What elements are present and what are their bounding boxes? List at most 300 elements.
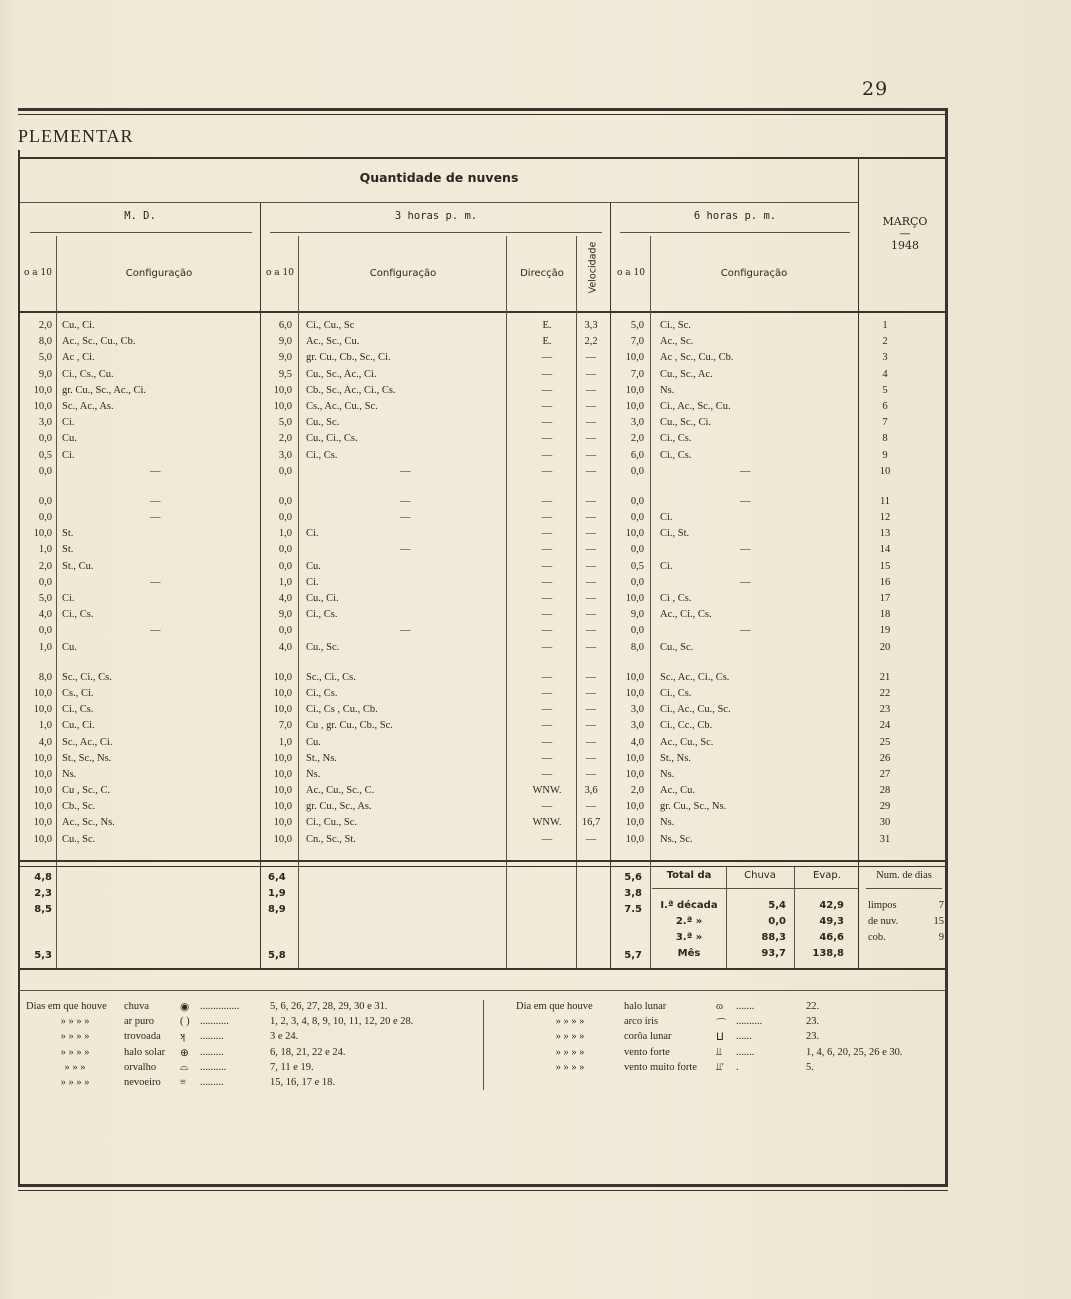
table-row bbox=[20, 528, 946, 544]
cell-p3-value: 0,0 bbox=[278, 544, 292, 556]
legend-prefix: » » » » bbox=[555, 1031, 585, 1043]
legend-label: trovoada bbox=[124, 1031, 161, 1043]
cell-md-value: 10,0 bbox=[33, 785, 52, 797]
legend-prefix: » » » » bbox=[555, 1061, 585, 1073]
cell-p6-value: 10,0 bbox=[625, 817, 644, 829]
cell-velocity: — bbox=[585, 671, 597, 683]
cell-md-config: Ci. bbox=[62, 449, 75, 461]
cell-md-config: Ns. bbox=[62, 768, 77, 780]
cell-p3-value: 4,0 bbox=[278, 641, 292, 653]
cell-direction: — bbox=[541, 671, 553, 683]
cell-day: 26 bbox=[879, 752, 891, 764]
cell-p6-value: 10,0 bbox=[625, 768, 644, 780]
legend-days: 5, 6, 26, 27, 28, 29, 30 e 31. bbox=[270, 1001, 388, 1012]
cell-p6-value: 5,0 bbox=[630, 320, 644, 331]
legend-row bbox=[516, 1001, 936, 1016]
cell-p3-config: Sc., Ci., Cs. bbox=[306, 671, 356, 683]
cell-day: 5 bbox=[882, 384, 888, 396]
summary-p6-1: 5,6 bbox=[624, 872, 642, 883]
frame-top-rule-thin bbox=[18, 114, 948, 115]
legend-prefix: » » » bbox=[64, 1061, 86, 1073]
cell-p6-value: 7,0 bbox=[630, 368, 644, 380]
cell-p3-value: 1,0 bbox=[278, 576, 292, 588]
col-3pm-scale: o a 10 bbox=[266, 268, 294, 278]
cell-day: 2 bbox=[882, 336, 888, 348]
table-row bbox=[20, 704, 946, 720]
cell-p3-value: 10,0 bbox=[273, 833, 292, 845]
table-row bbox=[20, 561, 946, 577]
cell-velocity: — bbox=[585, 720, 597, 732]
cell-p3-config: — bbox=[400, 544, 411, 556]
cell-direction: — bbox=[541, 736, 553, 748]
legend-prefix: » » » » bbox=[555, 1046, 585, 1058]
cell-p6-config: — bbox=[740, 495, 751, 507]
cell-md-value: 0,0 bbox=[38, 495, 52, 507]
cell-direction: — bbox=[541, 593, 553, 604]
cell-md-config: Ac , Ci. bbox=[62, 352, 95, 364]
cell-md-value: 10,0 bbox=[33, 704, 52, 716]
summary-md-4: 5,3 bbox=[34, 950, 52, 961]
num-dias-item bbox=[868, 916, 946, 932]
cell-velocity: 3,3 bbox=[584, 320, 598, 331]
cell-direction: — bbox=[541, 352, 553, 364]
legend-label: orvalho bbox=[124, 1061, 157, 1073]
cell-direction: — bbox=[541, 449, 553, 461]
legend-label: vento forte bbox=[624, 1046, 670, 1058]
cell-p3-config: Ci., Cu., Sc. bbox=[306, 817, 358, 829]
cell-p3-config: — bbox=[400, 465, 411, 477]
legend-row bbox=[516, 1031, 936, 1046]
cell-p6-config: — bbox=[740, 625, 751, 637]
legend-days: 3 e 24. bbox=[270, 1031, 299, 1043]
page-number: 29 bbox=[862, 78, 889, 100]
cell-direction: — bbox=[541, 752, 553, 764]
group-3pm: 3 horas p. m. bbox=[394, 210, 478, 222]
cell-md-config: — bbox=[150, 465, 161, 477]
totals-rows bbox=[652, 900, 858, 964]
cell-md-value: 10,0 bbox=[33, 768, 52, 780]
brace-3pm bbox=[270, 232, 602, 233]
cell-velocity: — bbox=[585, 417, 597, 429]
cell-p6-config: Ci., Cc., Cb. bbox=[660, 720, 713, 732]
cell-velocity: — bbox=[585, 752, 597, 764]
summary-top-rule-thin bbox=[18, 866, 946, 867]
cell-md-value: 2,0 bbox=[38, 560, 52, 572]
cell-day: 11 bbox=[879, 495, 891, 507]
summary-md bbox=[24, 870, 52, 964]
cell-p3-config: gr. Cu., Cb., Sc., Ci. bbox=[306, 352, 391, 364]
cell-day: 1 bbox=[882, 320, 888, 331]
table-row bbox=[20, 577, 946, 593]
cell-p3-config: Cu , gr. Cu., Cb., Sc. bbox=[306, 720, 393, 732]
cell-velocity: — bbox=[585, 736, 597, 748]
totals-chuva: 0,0 bbox=[768, 916, 786, 927]
cell-p3-config: Ci., Cs. bbox=[306, 687, 338, 699]
header-bottom-rule bbox=[18, 311, 946, 313]
legend-row bbox=[26, 1031, 476, 1046]
legend-row bbox=[26, 1047, 476, 1062]
cell-p3-config: Cu. bbox=[306, 560, 321, 572]
cell-p3-config: Cu., Ci., Cs. bbox=[306, 433, 358, 445]
cell-p3-config: Cu., Ci. bbox=[306, 593, 339, 604]
legend-label: vento muito forte bbox=[624, 1061, 697, 1073]
cell-p3-value: 0,0 bbox=[278, 465, 292, 477]
cell-md-config: Ac., Sc., Cu., Cb. bbox=[62, 336, 136, 348]
cell-direction: — bbox=[541, 641, 553, 653]
num-dias-value: 15 bbox=[933, 916, 944, 927]
cell-day: 7 bbox=[882, 417, 888, 429]
cell-md-config: — bbox=[150, 576, 161, 588]
legend-symbol-icon: ⌓ bbox=[180, 1061, 189, 1073]
num-dias-brace bbox=[866, 888, 942, 889]
totals-label: Mês bbox=[677, 948, 701, 959]
cell-p6-config: Ac., Cu., Sc. bbox=[660, 736, 714, 748]
brace-md bbox=[30, 232, 252, 233]
cell-p6-config: Cu., Sc., Ac. bbox=[660, 368, 713, 380]
cell-velocity: — bbox=[585, 593, 597, 604]
cell-direction: — bbox=[541, 512, 553, 524]
legend-days: 22. bbox=[806, 1001, 820, 1012]
cell-p6-config: — bbox=[740, 576, 751, 588]
totals-row bbox=[652, 916, 858, 932]
cell-p6-config: Cu., Sc. bbox=[660, 641, 694, 653]
totals-evap-header: Evap. bbox=[813, 870, 841, 881]
legend-label: nevoeiro bbox=[124, 1076, 161, 1088]
cell-md-config: Cu , Sc., C. bbox=[62, 785, 111, 797]
table-row bbox=[20, 817, 946, 833]
legend-prefix: » » » » bbox=[60, 1031, 90, 1043]
cell-p3-config: — bbox=[400, 512, 411, 524]
summary-p3-4: 5,8 bbox=[268, 950, 286, 961]
totals-header-rule bbox=[652, 888, 858, 889]
cell-p6-value: 10,0 bbox=[625, 528, 644, 540]
num-dias-value: 7 bbox=[938, 900, 944, 911]
legend-label: halo solar bbox=[124, 1046, 166, 1058]
cell-md-value: 0,0 bbox=[38, 512, 52, 524]
cell-day: 9 bbox=[882, 449, 888, 461]
legend-leaders: ....... bbox=[736, 1001, 755, 1012]
legend-symbol-icon: ⵡ bbox=[716, 1032, 724, 1044]
cell-p6-value: 0,0 bbox=[630, 495, 644, 507]
cell-velocity: — bbox=[585, 384, 597, 396]
table-row bbox=[20, 593, 946, 609]
cell-velocity: — bbox=[585, 687, 597, 699]
group-header-rule bbox=[20, 202, 858, 203]
cell-md-config: Ac., Sc., Ns. bbox=[62, 817, 115, 829]
legend-divider bbox=[483, 1000, 484, 1090]
cell-p6-value: 10,0 bbox=[625, 384, 644, 396]
totals-chuva: 5,4 bbox=[768, 900, 786, 911]
cell-md-value: 9,0 bbox=[38, 368, 52, 380]
cell-day: 10 bbox=[879, 465, 891, 477]
legend-leaders: .......... bbox=[736, 1016, 763, 1028]
summary-p3-1: 6,4 bbox=[268, 872, 286, 883]
cell-md-value: 10,0 bbox=[33, 528, 52, 540]
cell-p6-config: Ci. bbox=[660, 512, 673, 524]
cell-day: 3 bbox=[882, 352, 888, 364]
cell-md-value: 4,0 bbox=[38, 736, 52, 748]
cell-p3-value: 2,0 bbox=[278, 433, 292, 445]
table-row bbox=[20, 672, 946, 688]
legend-leaders: ......... bbox=[200, 1031, 224, 1043]
cell-p3-config: Ci., Cu., Sc bbox=[306, 320, 355, 331]
frame-bottom-rule-thin bbox=[18, 1190, 948, 1191]
table-row bbox=[20, 352, 946, 368]
table-row bbox=[20, 785, 946, 801]
cell-velocity: — bbox=[585, 609, 597, 621]
table-row bbox=[20, 753, 946, 769]
legend-label: ar puro bbox=[124, 1016, 155, 1028]
legend-prefix: Dias em que houve bbox=[26, 1001, 107, 1012]
cell-md-config: — bbox=[150, 625, 161, 637]
cell-velocity: — bbox=[585, 560, 597, 572]
num-dias-list bbox=[868, 900, 946, 948]
legend-label: chuva bbox=[124, 1001, 150, 1012]
cell-day: 28 bbox=[879, 785, 891, 797]
cell-p6-config: Ac , Sc., Cu., Cb. bbox=[660, 352, 734, 364]
legend-leaders: .......... bbox=[200, 1061, 227, 1073]
cell-p6-config: — bbox=[740, 544, 751, 556]
table-row bbox=[20, 496, 946, 512]
cell-md-value: 0,0 bbox=[38, 465, 52, 477]
cell-p3-config: Ac., Cu., Sc., C. bbox=[306, 785, 375, 797]
cell-p6-value: 9,0 bbox=[630, 609, 644, 621]
cell-md-config: Cu., Sc. bbox=[62, 833, 96, 845]
cell-p6-config: Ci., St. bbox=[660, 528, 690, 540]
legend-symbol-icon: ⫫ bbox=[716, 1046, 722, 1058]
legend-days: 15, 16, 17 e 18. bbox=[270, 1076, 336, 1088]
cell-p3-value: 0,0 bbox=[278, 495, 292, 507]
cell-p3-value: 10,0 bbox=[273, 785, 292, 797]
cell-p6-config: Ci., Sc. bbox=[660, 320, 691, 331]
num-dias-label: limpos bbox=[868, 900, 897, 911]
num-dias-header: Num. de dias bbox=[876, 870, 932, 881]
table-row bbox=[20, 385, 946, 401]
table-row bbox=[20, 688, 946, 704]
col-velocidade: Velocidade bbox=[587, 241, 599, 294]
cell-direction: — bbox=[541, 576, 553, 588]
cell-day: 23 bbox=[879, 704, 891, 716]
cell-p3-value: 10,0 bbox=[273, 768, 292, 780]
cell-md-config: Cu. bbox=[62, 433, 77, 445]
cell-p3-config: Ns. bbox=[306, 768, 321, 780]
cell-p3-value: 1,0 bbox=[278, 736, 292, 748]
cell-md-value: 10,0 bbox=[33, 752, 52, 764]
cell-md-value: 2,0 bbox=[38, 320, 52, 331]
cell-direction: — bbox=[541, 528, 553, 540]
table-row bbox=[20, 609, 946, 625]
cell-p3-value: 9,0 bbox=[278, 609, 292, 621]
table-row bbox=[20, 450, 946, 466]
table-row bbox=[20, 544, 946, 560]
cell-direction: — bbox=[541, 768, 553, 780]
legend-prefix: Dia em que houve bbox=[516, 1001, 593, 1012]
legend-row bbox=[516, 1062, 936, 1077]
totals-label: 2.ª » bbox=[675, 916, 703, 927]
cell-velocity: — bbox=[585, 625, 597, 637]
month-block bbox=[870, 216, 940, 252]
totals-evap: 46,6 bbox=[819, 932, 844, 943]
cell-day: 30 bbox=[879, 817, 891, 829]
cell-p3-value: 5,0 bbox=[278, 417, 292, 429]
cell-p6-config: Ac., Ci., Cs. bbox=[660, 609, 712, 621]
month-name: MARÇO bbox=[882, 215, 928, 228]
cell-direction: — bbox=[541, 495, 553, 507]
legend-days: 6, 18, 21, 22 e 24. bbox=[270, 1046, 346, 1058]
cell-p3-value: 10,0 bbox=[273, 801, 292, 813]
num-dias-label: de nuv. bbox=[868, 916, 899, 927]
legend-leaders: ....... bbox=[736, 1046, 755, 1058]
month-dash: — bbox=[899, 227, 911, 240]
cell-p6-value: 10,0 bbox=[625, 752, 644, 764]
cell-p3-value: 10,0 bbox=[273, 400, 292, 412]
cell-md-config: Cu. bbox=[62, 641, 77, 653]
cell-md-config: Sc., Ac., Ci. bbox=[62, 736, 113, 748]
cell-md-config: St. bbox=[62, 528, 74, 540]
cell-p6-config: Ci , Cs. bbox=[660, 593, 692, 604]
totals-label: I.ª década bbox=[660, 900, 718, 911]
cell-md-value: 5,0 bbox=[38, 352, 52, 364]
cell-md-value: 1,0 bbox=[38, 544, 52, 556]
cell-p3-config: — bbox=[400, 625, 411, 637]
cell-day: 15 bbox=[879, 560, 891, 572]
cell-md-value: 5,0 bbox=[38, 593, 52, 604]
cell-md-value: 4,0 bbox=[38, 609, 52, 621]
cell-p3-config: Cu. bbox=[306, 736, 321, 748]
cell-p6-config: St., Ns. bbox=[660, 752, 691, 764]
cell-velocity: 3,6 bbox=[584, 785, 598, 797]
totals-label-header: Total da bbox=[666, 870, 712, 881]
cell-direction: — bbox=[541, 384, 553, 396]
cell-md-value: 10,0 bbox=[33, 384, 52, 396]
table-row bbox=[20, 336, 946, 352]
cell-p6-value: 7,0 bbox=[630, 336, 644, 348]
totals-chuva-header: Chuva bbox=[744, 870, 776, 881]
table-row bbox=[20, 369, 946, 385]
legend-row bbox=[26, 1001, 476, 1016]
cell-day: 25 bbox=[879, 736, 891, 748]
totals-chuva: 88,3 bbox=[761, 932, 786, 943]
legend-label: halo lunar bbox=[624, 1001, 667, 1012]
cell-p6-value: 3,0 bbox=[630, 417, 644, 429]
legend-prefix: » » » » bbox=[60, 1046, 90, 1058]
cell-p3-config: St., Ns. bbox=[306, 752, 337, 764]
cell-direction: — bbox=[541, 544, 553, 556]
cell-p6-config: Ns. bbox=[660, 768, 675, 780]
summary-md-1: 4,8 bbox=[34, 872, 52, 883]
table-row bbox=[20, 834, 946, 850]
legend-leaders: ............... bbox=[200, 1001, 240, 1012]
legend-row bbox=[26, 1077, 476, 1092]
cell-p3-value: 3,0 bbox=[278, 449, 292, 461]
table-row bbox=[20, 642, 946, 658]
totals-chuva: 93,7 bbox=[761, 948, 786, 959]
cell-p6-value: 0,0 bbox=[630, 465, 644, 477]
legend-row bbox=[26, 1062, 476, 1077]
group-md: M. D. bbox=[124, 210, 156, 222]
cell-velocity: — bbox=[585, 449, 597, 461]
legend-row bbox=[26, 1016, 476, 1031]
totals-row bbox=[652, 948, 858, 964]
cell-md-config: St., Sc., Ns. bbox=[62, 752, 112, 764]
cell-p6-value: 0,0 bbox=[630, 576, 644, 588]
cell-day: 24 bbox=[879, 720, 891, 732]
cell-velocity: — bbox=[585, 576, 597, 588]
cell-md-value: 0,5 bbox=[38, 449, 52, 461]
page-title: PLEMENTAR bbox=[18, 126, 134, 146]
legend-leaders: ......... bbox=[200, 1046, 224, 1058]
legend-leaders: . bbox=[736, 1061, 739, 1073]
cell-velocity: — bbox=[585, 352, 597, 364]
cell-md-config: Sc., Ac., As. bbox=[62, 400, 114, 412]
legend-symbol-icon: ◉ bbox=[180, 1002, 190, 1013]
cell-md-config: Ci., Cs. bbox=[62, 609, 94, 621]
legend-right bbox=[516, 1001, 936, 1077]
cell-p6-config: Ci. bbox=[660, 560, 673, 572]
cell-p6-value: 4,0 bbox=[630, 736, 644, 748]
cell-p3-value: 9,5 bbox=[278, 368, 292, 380]
cell-p6-config: Ci., Cs. bbox=[660, 687, 692, 699]
legend-symbol-icon: ⌒ bbox=[716, 1019, 727, 1031]
frame-bottom-rule bbox=[18, 1184, 948, 1187]
col-3pm-config: Configuração bbox=[369, 268, 437, 279]
legend-top-rule bbox=[18, 990, 946, 991]
legend-prefix: » » » » bbox=[60, 1016, 90, 1028]
data-rows bbox=[20, 320, 946, 850]
cell-md-config: Cu., Ci. bbox=[62, 320, 95, 331]
cell-velocity: — bbox=[585, 528, 597, 540]
cell-md-config: Ci. bbox=[62, 417, 75, 429]
cell-direction: — bbox=[541, 400, 553, 412]
table-row bbox=[20, 801, 946, 817]
cell-p3-value: 6,0 bbox=[278, 320, 292, 331]
cell-direction: — bbox=[541, 720, 553, 732]
cell-p6-value: 10,0 bbox=[625, 352, 644, 364]
cell-p6-config: Ci., Ac., Cu., Sc. bbox=[660, 704, 731, 716]
summary-6pm bbox=[616, 870, 642, 964]
legend-label: arco íris bbox=[624, 1016, 659, 1028]
cell-md-config: St. bbox=[62, 544, 74, 556]
col-6pm-config: Configuração bbox=[720, 268, 788, 279]
cell-p3-value: 10,0 bbox=[273, 704, 292, 716]
cell-velocity: 16,7 bbox=[581, 817, 601, 829]
legend-symbol-icon: ( ) bbox=[180, 1016, 190, 1028]
legend-symbol-icon: ⊕ bbox=[180, 1047, 189, 1059]
cell-md-config: Ci., Cs. bbox=[62, 704, 94, 716]
legend-label: corôa lunar bbox=[624, 1031, 672, 1043]
cell-velocity: 2,2 bbox=[584, 336, 598, 348]
cell-p3-value: 0,0 bbox=[278, 560, 292, 572]
cell-direction: E. bbox=[542, 336, 552, 348]
summary-top-rule bbox=[18, 860, 946, 862]
cell-md-config: Cb., Sc. bbox=[62, 801, 96, 813]
cell-direction: — bbox=[541, 465, 553, 477]
cell-velocity: — bbox=[585, 368, 597, 380]
group-6pm: 6 horas p. m. bbox=[693, 210, 777, 222]
cell-p3-value: 10,0 bbox=[273, 384, 292, 396]
totals-evap: 42,9 bbox=[819, 900, 844, 911]
table-row bbox=[20, 720, 946, 736]
cell-p6-value: 3,0 bbox=[630, 720, 644, 732]
totals-row bbox=[652, 932, 858, 948]
col-md-scale: o a 10 bbox=[24, 268, 52, 278]
cell-velocity: — bbox=[585, 641, 597, 653]
cell-day: 8 bbox=[882, 433, 888, 445]
cell-p3-value: 4,0 bbox=[278, 593, 292, 604]
cell-md-value: 1,0 bbox=[38, 641, 52, 653]
cell-p6-value: 10,0 bbox=[625, 593, 644, 604]
cell-velocity: — bbox=[585, 512, 597, 524]
